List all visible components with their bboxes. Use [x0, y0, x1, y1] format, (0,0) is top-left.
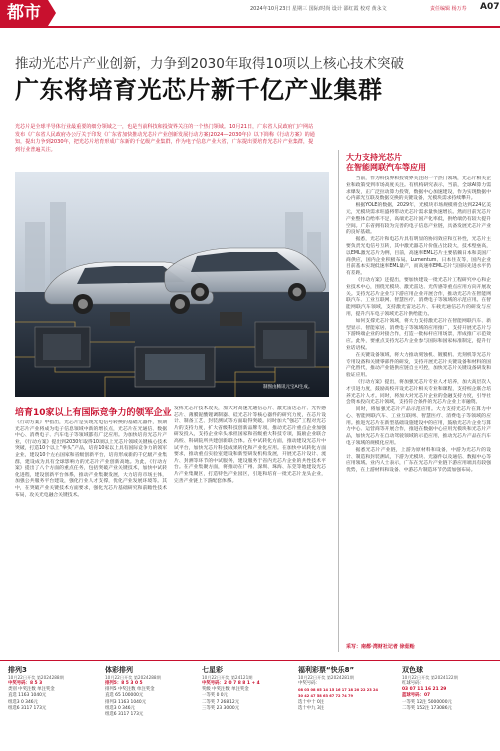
lottery-title: 体彩排列	[105, 666, 133, 674]
lottery-row: 08 03 08 05 14 15 16 17 18 20 22 23 24	[298, 688, 379, 693]
lottery-row: 选十中九 3注	[298, 705, 325, 711]
sidebar-paragraph: 《行动方案》提出，将加强光芯片专业人才培养，加大高层次人才引进力度，鼓励高校开设光芯片相关专业和课程，支持校企联合培养光芯片人才。同时，将加大对光芯片企业的金融支持力度，引导社会资本投向光芯片领域，支持符合条件的光芯片企业上市融资。	[346, 379, 491, 406]
lottery-block	[402, 665, 494, 749]
lottery-row: 二等奖 7 26812元	[202, 699, 240, 705]
lottery-row: 一等奖 12注 5000000元	[402, 699, 452, 705]
sidebar-paragraph: 同时，将加强光芯片产品示范应用。大力支持光芯片在算力中心、智能网联汽车、工业互联网、智慧医疗、消费电子等领域的应用。推进光芯片在新型基础设施建设中的应用，鼓励光芯片企业与算力中心、运营商等开展合作，推进在数据中心应用光模块和光芯片产品，加快光芯片在自动驾驶领域的示范应用，推动光芯片产品在汽车电子领域的规模化应用。	[346, 407, 491, 447]
article-body-column-2: 发挥光芯片技术攻关，加大对高速光通信芯片、激光雷达芯片、光传感芯片、薄膜铌酸锂调制器、硅光芯片等核心器件的研究力度，在芯片设计、制备工艺、封装测试等方面取得突破。同时加大“强芯”工程对光芯片的支持力度，扩大省级科技创新品牌专项，推动光芯片重点企业加强研发投入，支持企业牵头承担国家和省级重大科技专项，鼓励企业联合高校、科研院所共建创新联合体。在中试转化方面，推动建设光芯片中试平台，加快光芯片科技成果转化和产业化应用。在加快中试转化方面要求，推动重点实验室建设和新型研发机构发展，开展光芯片设计、流片、封测等环节的中试服务，建设服务于省内光芯片企业的共性技术平台。在产业集聚方面，将推动在广州、深圳、珠海、东莞等地建设光芯片产业集聚区，打造特色产业园区，引进和培育一批光芯片龙头企业，完善产业链上下游配套体系。	[174, 406, 326, 484]
lottery-date: 10月22日开奖 第2024288期	[8, 675, 64, 680]
sidebar-paragraph: 据悉，光芯片和电芯片具有明显的协同效应和互补性，光芯片主要负责光电信号互转，其中激光器芯片价值占比较大，技术壁垒高，以EML激光芯片为例，目前，高速率EML芯片主要依赖日本和美国厂商供应，国内企业积极布局。Lumentum、日本住友等，国内企业目前基本实现低速率EML量产，而高速率EML芯片与国际先进水平仍有差距。	[346, 237, 491, 277]
article-subhead: 推动光芯片产业创新，力争到2030年取得10项以上核心技术突破	[15, 56, 405, 72]
lottery-block	[202, 665, 294, 749]
editor-credit: 责任编辑 杨万寿	[430, 6, 467, 12]
sidebar-paragraph: 当前，作为科技界和投资界关注的一个热门领域，光芯片相关企业和政策受到市场高度关注。有机构研究表示，当前，全球AI算力需求爆发，正广泛拉动算力投资，数据中心加速建设，作为实现数据中心内部光互联及数据交换的关键设备，光模块需求持续攀升。	[346, 176, 491, 202]
lottery-row: 排列5：8 5 3 0 5	[105, 681, 143, 686]
lottery-row: 直选 1163 1040元	[8, 693, 47, 699]
article-photo	[15, 172, 329, 397]
lottery-date: 10月22日开奖 第2024122期	[402, 675, 458, 680]
lottery-row: 红球号码：	[402, 681, 424, 686]
article-body-column-1: 《行动方案》中指出，光芯片是实现光电信号转换的基础元器件，预期光芯片产业将成为电子信息领域中新的增长点，光芯片在光通信、数据中心、消费电子、汽车电子等领域都有广泛应用。为加快培育光芯片产业，《行动方案》提出到2030年取得10项以上光芯片领域关键核心技术突破，打造10个以上“拳头”产品，培育10家以上具有国际竞争力的领军企业，建设10个左右国家和省级创新平台，培育形成新的千亿级产业集群，建设成为具有全球影响力的光芯片产业创新高地。为此，《行动方案》提出了八个方面的重点任务，包括突破产业关键技术，加快中试转化进程，建设创新平台体系，推动产业集聚发展，大力培育市场主体，加强公共服务平台建设，强化行业人才支撑，优化产业发展环境等。其中，在突破产业关键技术方面要求，强化光芯片基础研究和前瞻性技术布局，攻关光电融合关键技术。	[15, 420, 167, 498]
section-heading: 培育10家以上有国际竞争力的领军企业	[15, 408, 172, 418]
section-label: 都市	[0, 0, 48, 26]
lottery-row: 中奖号码：2 0 7 8 8 1 + 4	[202, 681, 260, 686]
article-headline: 广东将培育光芯片新千亿产业集群	[15, 76, 383, 104]
lottery-date: 10月22日开奖 第24121期	[202, 675, 253, 680]
lottery-row: 三等奖 23 3000元	[202, 705, 240, 711]
article-lead: 光芯片是全球半导体行业最重要的细分领域之一，也是当前科技和投资界关注的一个热门领域。10月21日，广东省人民政府门户网站发布《广东省人民政府办公厅关于印发《广东省加快推动光芯片产业创新发展行动方案(2024—2030年)》以下简称《行动方案》的通知，提出力争到2030年，把光芯片培育形成广东新的千亿级产业集群，作为电子信息产业大省，广东提出要培育光芯片产业集群，提到行业普遍关注。	[15, 124, 315, 153]
column-divider	[338, 150, 339, 652]
lottery-block	[298, 665, 398, 749]
sidebar-paragraph: 如何支撑光芯片领域，将大力支持激光芯片在智能网联汽车、新型显示、智能家居、消费电子等领域的应用推广，支持开展光芯片与下游终端企业的对接合作，打造一批标杆应用场景，形成推广示范效应。此外，要重点支持光芯片企业参与国际和国家标准制定，提升行业话语权。	[346, 318, 491, 351]
lottery-row: 中奖号码：	[298, 681, 320, 686]
lottery-block	[105, 665, 197, 749]
lottery-row: 组选3 0 346元	[8, 699, 38, 705]
photo-caption: 制图由腾讯元宝AI生成。	[263, 385, 313, 390]
lottery-title: 排列3	[8, 666, 27, 674]
lottery-row: 组选3 0 346元	[105, 705, 135, 711]
sidebar-byline: 采写：南都·湾财社记者 徐茹贻	[346, 644, 415, 650]
lottery-row: 选十中十 0注	[298, 699, 325, 705]
lottery-title: 双色球	[402, 666, 423, 674]
sidebar-body	[346, 176, 491, 652]
lottery-date: 10月22日开奖 第2024281期	[298, 675, 354, 680]
lottery-row: 一等奖 0 0元	[202, 693, 228, 699]
sidebar-paragraph: 根据YOLE的数据，2029年，光模块市场规模将会达到224亿美元，光模块需求旺盛将带动光芯片需求量快速增长。然而目前光芯片产业整体自给率不足，高端光芯片国产化率低，供给端仍有较大提升空间。广东省拥有较为完善的电子信息产业链，具备发展光芯片产业的良好基础。	[346, 203, 491, 236]
lottery-row: 组选6 3117 173元	[8, 705, 47, 711]
page-number: A07	[480, 2, 500, 12]
masthead	[0, 0, 500, 30]
sidebar-paragraph: 《行动方案》还提出，要加快建设一批光芯片工程研究中心和企业技术中心，围绕光模块、激光雷达、光传感等重点应用方向开展攻关。支持光芯片企业与下游应用企业开展合作，推动光芯片在智能网联汽车、工业互联网、智慧医疗、消费电子等领域的示范应用。在智能网联汽车领域，支持激光雷达芯片、车载光通信芯片的研发与应用，提升汽车电子领域光芯片供给能力。	[346, 277, 491, 317]
lottery-row: 03 07 11 16 21 29	[402, 687, 447, 693]
lottery-row: 组选6 3117 173元	[105, 712, 144, 718]
lottery-results-strip	[0, 660, 500, 751]
sidebar-paragraph: 据悉光芯片产业链，上游为原材料和设备，中游为光芯片的设计、制造和封装测试，下游为光模块、光器件以及通信、数据中心等应用领域。业内人士表示，广东在光芯片产业链下游应用端具有较强优势，在上游材料和设备、中游芯片制造环节仍需加强布局。	[346, 447, 491, 474]
lottery-title: 七星彩	[202, 666, 223, 674]
lottery-title: 福利彩票“快乐8”	[298, 666, 355, 674]
lottery-row: 中奖号码：8 5 3	[8, 681, 43, 686]
sidebar-title-text: 大力支持光芯片 在智能网联汽车等应用	[346, 153, 426, 172]
lottery-row: 直选 65 100000元	[105, 693, 144, 699]
lottery-block	[8, 665, 100, 749]
sidebar-title	[346, 153, 426, 173]
car-chip-illustration	[15, 172, 329, 397]
lottery-row: 排列3 1163 1040元	[105, 699, 147, 705]
lottery-row: 30 42 47 58 63 67 72 74 79	[298, 694, 354, 699]
sidebar-paragraph: 在关键设备领域，将大力推动刻蚀机、镀膜机、光刻机等光芯片专用设备和关键零部件的研发，支持开展光芯片关键设备和材料的国产化替代，推动产业链供应链自主可控，加快光芯片关键设备研发和验证应用。	[346, 352, 491, 379]
masthead-rule	[0, 26, 500, 28]
lottery-row: 奖级 中奖注数 单注奖金	[202, 687, 249, 693]
lottery-date: 10月22日开奖 第2024288期	[105, 675, 161, 680]
lottery-row: 排列5 中奖注数 单注奖金	[105, 687, 155, 693]
lottery-row: 蓝球号码：07	[402, 693, 431, 699]
dateline: 2024年10月23日 星期三 国际/时尚 设计 邵红霞 校对 黄永文	[250, 6, 387, 12]
lottery-row: 类别 中奖注数 单注奖金	[8, 687, 55, 693]
lottery-row: 二等奖 152注 173086元	[402, 705, 452, 711]
